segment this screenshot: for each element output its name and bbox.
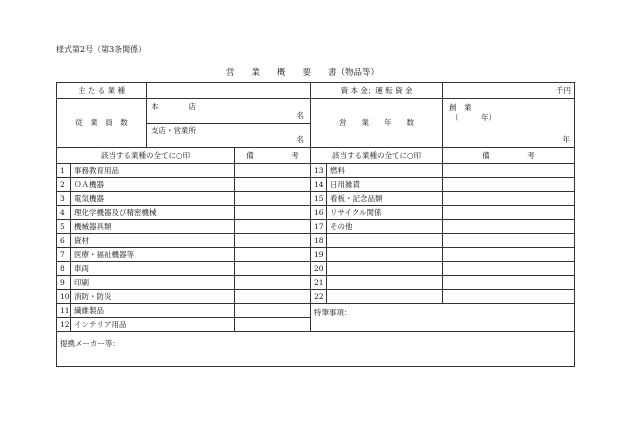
item-number: 22: [311, 290, 327, 304]
item-note[interactable]: [443, 248, 575, 262]
item-note[interactable]: [235, 318, 311, 332]
item-name[interactable]: 燃料: [327, 164, 443, 178]
item-name[interactable]: 車両: [71, 262, 235, 276]
item-name[interactable]: 理化学機器及び精密機械: [71, 206, 235, 220]
founded-label: 創 業: [449, 103, 472, 112]
item-number: 15: [311, 192, 327, 206]
item-name[interactable]: 消防・防災: [71, 290, 235, 304]
item-note[interactable]: [443, 290, 575, 304]
item-number: 19: [311, 248, 327, 262]
item-note[interactable]: [443, 206, 575, 220]
branch-label: 支店・営業所: [151, 126, 197, 135]
item-name[interactable]: 印刷: [71, 276, 235, 290]
item-name[interactable]: [327, 234, 443, 248]
capital-field[interactable]: [443, 83, 575, 99]
item-name[interactable]: 繊維製品: [71, 304, 235, 318]
item-note[interactable]: [235, 304, 311, 318]
item-name[interactable]: [327, 276, 443, 290]
item-note[interactable]: [443, 178, 575, 192]
item-note[interactable]: [235, 290, 311, 304]
item-number: 8: [57, 262, 71, 276]
left-category-header: 該当する業種の全てに○印: [57, 148, 235, 164]
item-note[interactable]: [235, 262, 311, 276]
special-notes-field[interactable]: [311, 304, 575, 332]
main-business-label: 主 た る 業 種: [57, 83, 147, 99]
item-name[interactable]: 看板・記念品類: [327, 192, 443, 206]
item-name[interactable]: [327, 290, 443, 304]
item-number: 18: [311, 234, 327, 248]
business-overview-table: [56, 82, 575, 367]
item-name[interactable]: [327, 248, 443, 262]
item-note[interactable]: [235, 276, 311, 290]
right-notes-header: 備 考: [443, 148, 575, 164]
special-notes-label: 特筆事項：: [314, 308, 352, 317]
item-number: 1: [57, 164, 71, 178]
item-note[interactable]: [443, 262, 575, 276]
head-office-label: 本 店: [151, 102, 197, 111]
years-unit: 年: [562, 135, 571, 144]
item-note[interactable]: [443, 234, 575, 248]
item-name[interactable]: 電気機器: [71, 192, 235, 206]
item-note[interactable]: [235, 234, 311, 248]
founded-field[interactable]: [443, 99, 575, 148]
item-number: 21: [311, 276, 327, 290]
capital-unit: 千円: [556, 85, 572, 95]
founded-paren: （ 年）: [451, 113, 497, 122]
item-name[interactable]: 機械器具類: [71, 220, 235, 234]
item-note[interactable]: [443, 276, 575, 290]
item-number: 20: [311, 262, 327, 276]
item-name[interactable]: リサイクル関係: [327, 206, 443, 220]
branch-unit: 名: [296, 135, 305, 144]
item-note[interactable]: [235, 178, 311, 192]
item-number: 3: [57, 192, 71, 206]
item-number: 5: [57, 220, 71, 234]
item-name[interactable]: 事務教育用品: [71, 164, 235, 178]
item-number: 17: [311, 220, 327, 234]
item-name[interactable]: インテリア用品: [71, 318, 235, 332]
item-note[interactable]: [443, 220, 575, 234]
left-notes-header: 備 考: [235, 148, 311, 164]
capital-label: 資 本 金；運 転 資 金: [311, 83, 443, 99]
main-business-field[interactable]: [147, 83, 311, 99]
item-number: 2: [57, 178, 71, 192]
item-number: 12: [57, 318, 71, 332]
head-office-unit: 名: [296, 111, 305, 120]
item-name[interactable]: その他: [327, 220, 443, 234]
item-number: 9: [57, 276, 71, 290]
item-name[interactable]: 日用雑貨: [327, 178, 443, 192]
item-note[interactable]: [235, 248, 311, 262]
employees-label: 従 業 員 数: [57, 99, 147, 148]
item-name[interactable]: [327, 262, 443, 276]
item-name[interactable]: 資材: [71, 234, 235, 248]
item-number: 16: [311, 206, 327, 220]
item-number: 4: [57, 206, 71, 220]
partners-field[interactable]: [57, 332, 575, 367]
form-title: 営 業 概 要 書（物品等）: [226, 68, 380, 78]
item-name[interactable]: 医療・福祉機器等: [71, 248, 235, 262]
right-category-header: 該当する業種の全てに○印: [311, 148, 443, 164]
item-note[interactable]: [235, 192, 311, 206]
item-number: 6: [57, 234, 71, 248]
item-note[interactable]: [235, 164, 311, 178]
item-note[interactable]: [235, 206, 311, 220]
item-number: 7: [57, 248, 71, 262]
item-note[interactable]: [235, 220, 311, 234]
item-number: 14: [311, 178, 327, 192]
years-label: 営 業 年 数: [311, 99, 443, 148]
employees-field[interactable]: [147, 99, 311, 148]
item-name[interactable]: ＯＡ機器: [71, 178, 235, 192]
item-note[interactable]: [443, 192, 575, 206]
item-number: 10: [57, 290, 71, 304]
item-number: 11: [57, 304, 71, 318]
form-reference: 様式第2号（第3条関係）: [56, 45, 147, 54]
item-number: 13: [311, 164, 327, 178]
item-note[interactable]: [443, 164, 575, 178]
partners-label: 提携メーカー等：: [60, 339, 120, 348]
